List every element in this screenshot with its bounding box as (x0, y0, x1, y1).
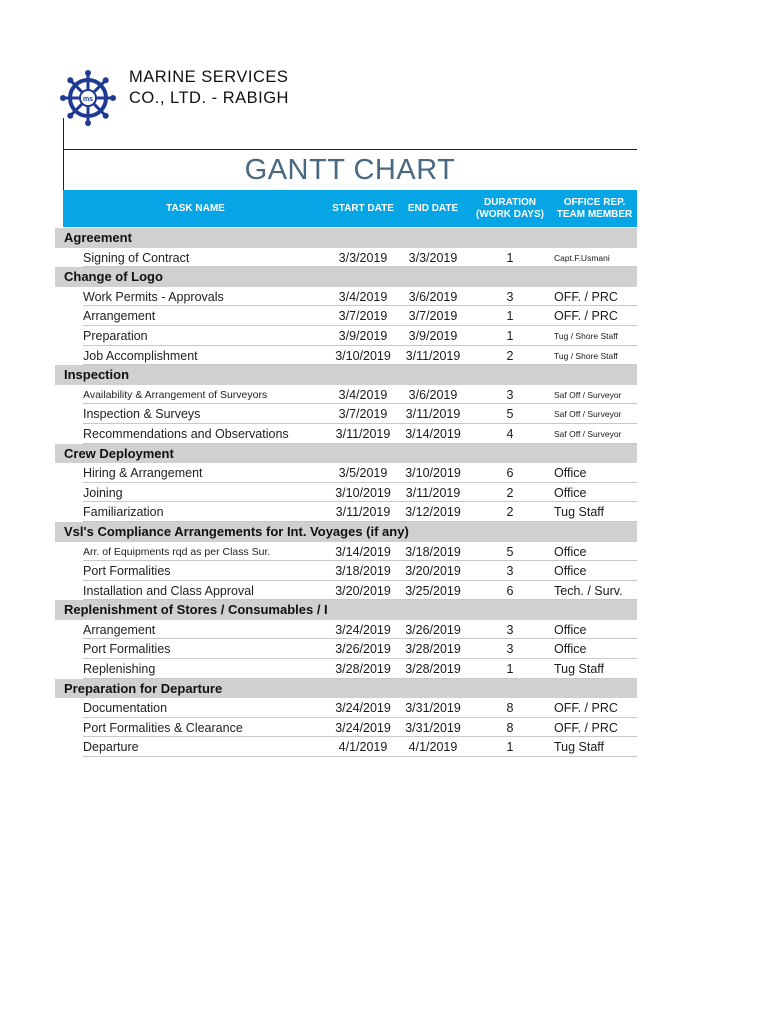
task-start-date: 3/11/2019 (335, 505, 391, 520)
task-name: Inspection & Surveys (83, 407, 201, 422)
task-name: Port Formalities (83, 642, 171, 657)
ships-wheel-icon (60, 70, 116, 126)
task-duration: 8 (506, 701, 514, 716)
task-team-member: Office (554, 485, 587, 500)
task-team-member: Saf Off / Surveyor (554, 389, 622, 400)
task-start-date: 3/24/2019 (335, 701, 391, 716)
task-team-member: Office (554, 622, 587, 637)
task-start-date: 3/9/2019 (338, 328, 388, 343)
task-name: Arr. of Equipments rqd as per Class Sur. (83, 545, 271, 558)
task-row (0, 463, 768, 483)
section-row (55, 228, 637, 248)
column-header-end-date: END DATE (407, 202, 459, 214)
task-duration: 6 (506, 583, 514, 598)
row-divider (83, 756, 637, 757)
section-row (55, 444, 637, 464)
task-duration: 1 (506, 309, 514, 324)
company-name-line-2: CO., LTD. - RABIGH (129, 89, 289, 107)
column-header-team-member: OFFICE REP. TEAM MEMBER (556, 196, 633, 220)
task-name: Recommendations and Observations (83, 426, 289, 441)
task-start-date: 3/11/2019 (335, 426, 391, 441)
task-name: Replenishing (83, 662, 156, 677)
task-end-date: 3/6/2019 (408, 289, 458, 304)
section-row (55, 600, 637, 620)
task-team-member: Tug / Shore Staff (554, 350, 618, 361)
task-end-date: 3/11/2019 (405, 485, 461, 500)
task-row (0, 248, 768, 268)
section-row (55, 522, 637, 542)
task-team-member: Office (554, 544, 587, 559)
task-end-date: 3/20/2019 (405, 564, 461, 579)
task-end-date: 3/11/2019 (405, 407, 461, 422)
section-name: Change of Logo (64, 269, 163, 285)
task-team-member: OFF. / PRC (554, 309, 618, 324)
task-end-date: 3/10/2019 (405, 466, 461, 481)
section-name: Preparation for Departure (64, 680, 223, 696)
task-name: Arrangement (83, 309, 156, 324)
logo-text: ms (82, 96, 94, 103)
task-start-date: 3/10/2019 (335, 348, 391, 363)
task-end-date: 3/12/2019 (405, 505, 461, 520)
table-header (63, 190, 637, 227)
task-start-date: 3/10/2019 (335, 485, 391, 500)
task-duration: 3 (506, 622, 514, 637)
task-end-date: 3/7/2019 (408, 309, 458, 324)
task-end-date: 3/31/2019 (405, 701, 461, 716)
task-end-date: 3/26/2019 (405, 622, 461, 637)
task-row (0, 718, 768, 738)
task-end-date: 3/18/2019 (405, 544, 461, 559)
section-row (55, 365, 637, 385)
task-start-date: 3/20/2019 (335, 583, 391, 598)
section-name: Replenishment of Stores / Consumables / I (64, 602, 328, 618)
task-start-date: 3/28/2019 (335, 662, 391, 677)
column-header-start-date: START DATE (332, 202, 394, 214)
task-team-member: Tug Staff (554, 505, 605, 520)
company-logo (60, 70, 116, 126)
task-duration: 2 (506, 485, 514, 500)
task-duration: 1 (506, 250, 514, 265)
task-duration: 1 (506, 662, 514, 677)
task-name: Hiring & Arrangement (83, 466, 203, 481)
section-name: Inspection (64, 367, 130, 383)
task-name: Installation and Class Approval (83, 583, 254, 598)
section-row (55, 267, 637, 287)
task-start-date: 3/4/2019 (338, 387, 388, 402)
task-team-member: Office (554, 466, 587, 481)
task-name: Joining (83, 485, 123, 500)
task-start-date: 3/26/2019 (335, 642, 391, 657)
task-row (0, 502, 768, 522)
company-name-line-1: MARINE SERVICES (129, 68, 289, 86)
task-row (0, 287, 768, 307)
task-duration: 2 (506, 505, 514, 520)
task-end-date: 3/3/2019 (408, 250, 458, 265)
task-row (0, 698, 768, 718)
task-name: Port Formalities (83, 564, 171, 579)
task-start-date: 3/18/2019 (335, 564, 391, 579)
task-team-member: Saf Off / Surveyor (554, 409, 622, 420)
section-name: Agreement (64, 230, 132, 245)
task-end-date: 3/25/2019 (405, 583, 461, 598)
task-row (0, 346, 768, 366)
task-name: Port Formalities & Clearance (83, 720, 243, 735)
task-name: Documentation (83, 701, 168, 716)
column-header-duration: DURATION (WORK DAYS) (476, 196, 544, 220)
task-name: Work Permits - Approvals (83, 289, 224, 304)
task-row (0, 424, 768, 444)
task-row (0, 542, 768, 562)
task-row (0, 385, 768, 405)
task-row (0, 404, 768, 424)
task-duration: 2 (506, 348, 514, 363)
section-name: Vsl's Compliance Arrangements for Int. Voyages (if any) (64, 523, 409, 539)
section-row (55, 679, 637, 699)
task-start-date: 3/24/2019 (335, 622, 391, 637)
task-row (0, 620, 768, 640)
task-duration: 1 (506, 328, 514, 343)
task-end-date: 3/6/2019 (408, 387, 458, 402)
task-row (0, 639, 768, 659)
task-team-member: OFF. / PRC (554, 289, 618, 304)
task-duration: 3 (506, 642, 514, 657)
task-end-date: 3/28/2019 (405, 642, 461, 657)
company-name (129, 67, 289, 109)
task-end-date: 3/9/2019 (408, 328, 458, 343)
task-end-date: 3/14/2019 (405, 426, 461, 441)
task-team-member: Tug / Shore Staff (554, 330, 618, 341)
task-name: Departure (83, 740, 139, 755)
task-duration: 3 (506, 387, 514, 402)
task-duration: 4 (506, 426, 514, 441)
gantt-table-body (0, 228, 768, 757)
task-start-date: 4/1/2019 (338, 740, 388, 755)
task-duration: 5 (506, 407, 514, 422)
task-team-member: Capt.F.Usmani (554, 252, 610, 263)
task-end-date: 3/11/2019 (405, 348, 461, 363)
task-start-date: 3/24/2019 (335, 720, 391, 735)
task-name: Signing of Contract (83, 250, 190, 265)
task-start-date: 3/3/2019 (338, 250, 388, 265)
column-header-task-name: TASK NAME (166, 202, 225, 214)
task-team-member: Tug Staff (554, 740, 605, 755)
task-end-date: 3/28/2019 (405, 662, 461, 677)
task-row (0, 581, 768, 601)
task-duration: 3 (506, 564, 514, 579)
task-start-date: 3/4/2019 (338, 289, 388, 304)
task-duration: 8 (506, 720, 514, 735)
task-start-date: 3/5/2019 (338, 466, 388, 481)
task-name: Arrangement (83, 622, 156, 637)
task-start-date: 3/7/2019 (338, 407, 388, 422)
task-name: Preparation (83, 328, 148, 343)
task-name: Availability & Arrangement of Surveyors (83, 388, 268, 401)
task-row (0, 483, 768, 503)
task-start-date: 3/7/2019 (338, 309, 388, 324)
section-name: Crew Deployment (64, 445, 174, 461)
task-duration: 6 (506, 466, 514, 481)
task-team-member: Saf Off / Surveyor (554, 428, 622, 439)
task-row (0, 737, 768, 757)
task-row (0, 561, 768, 581)
task-row (0, 659, 768, 679)
task-duration: 3 (506, 289, 514, 304)
task-team-member: OFF. / PRC (554, 720, 618, 735)
task-row (0, 306, 768, 326)
task-end-date: 3/31/2019 (405, 720, 461, 735)
task-duration: 5 (506, 544, 514, 559)
task-name: Job Accomplishment (83, 348, 198, 363)
task-end-date: 4/1/2019 (408, 740, 458, 755)
task-duration: 1 (506, 740, 514, 755)
task-team-member: OFF. / PRC (554, 701, 618, 716)
task-team-member: Office (554, 642, 587, 657)
task-row (0, 326, 768, 346)
task-team-member: Tug Staff (554, 662, 605, 677)
task-name: Familiarization (83, 505, 164, 520)
task-team-member: Tech. / Surv. (554, 583, 623, 598)
page-title: GANTT CHART (244, 154, 456, 186)
task-start-date: 3/14/2019 (335, 544, 391, 559)
task-team-member: Office (554, 564, 587, 579)
